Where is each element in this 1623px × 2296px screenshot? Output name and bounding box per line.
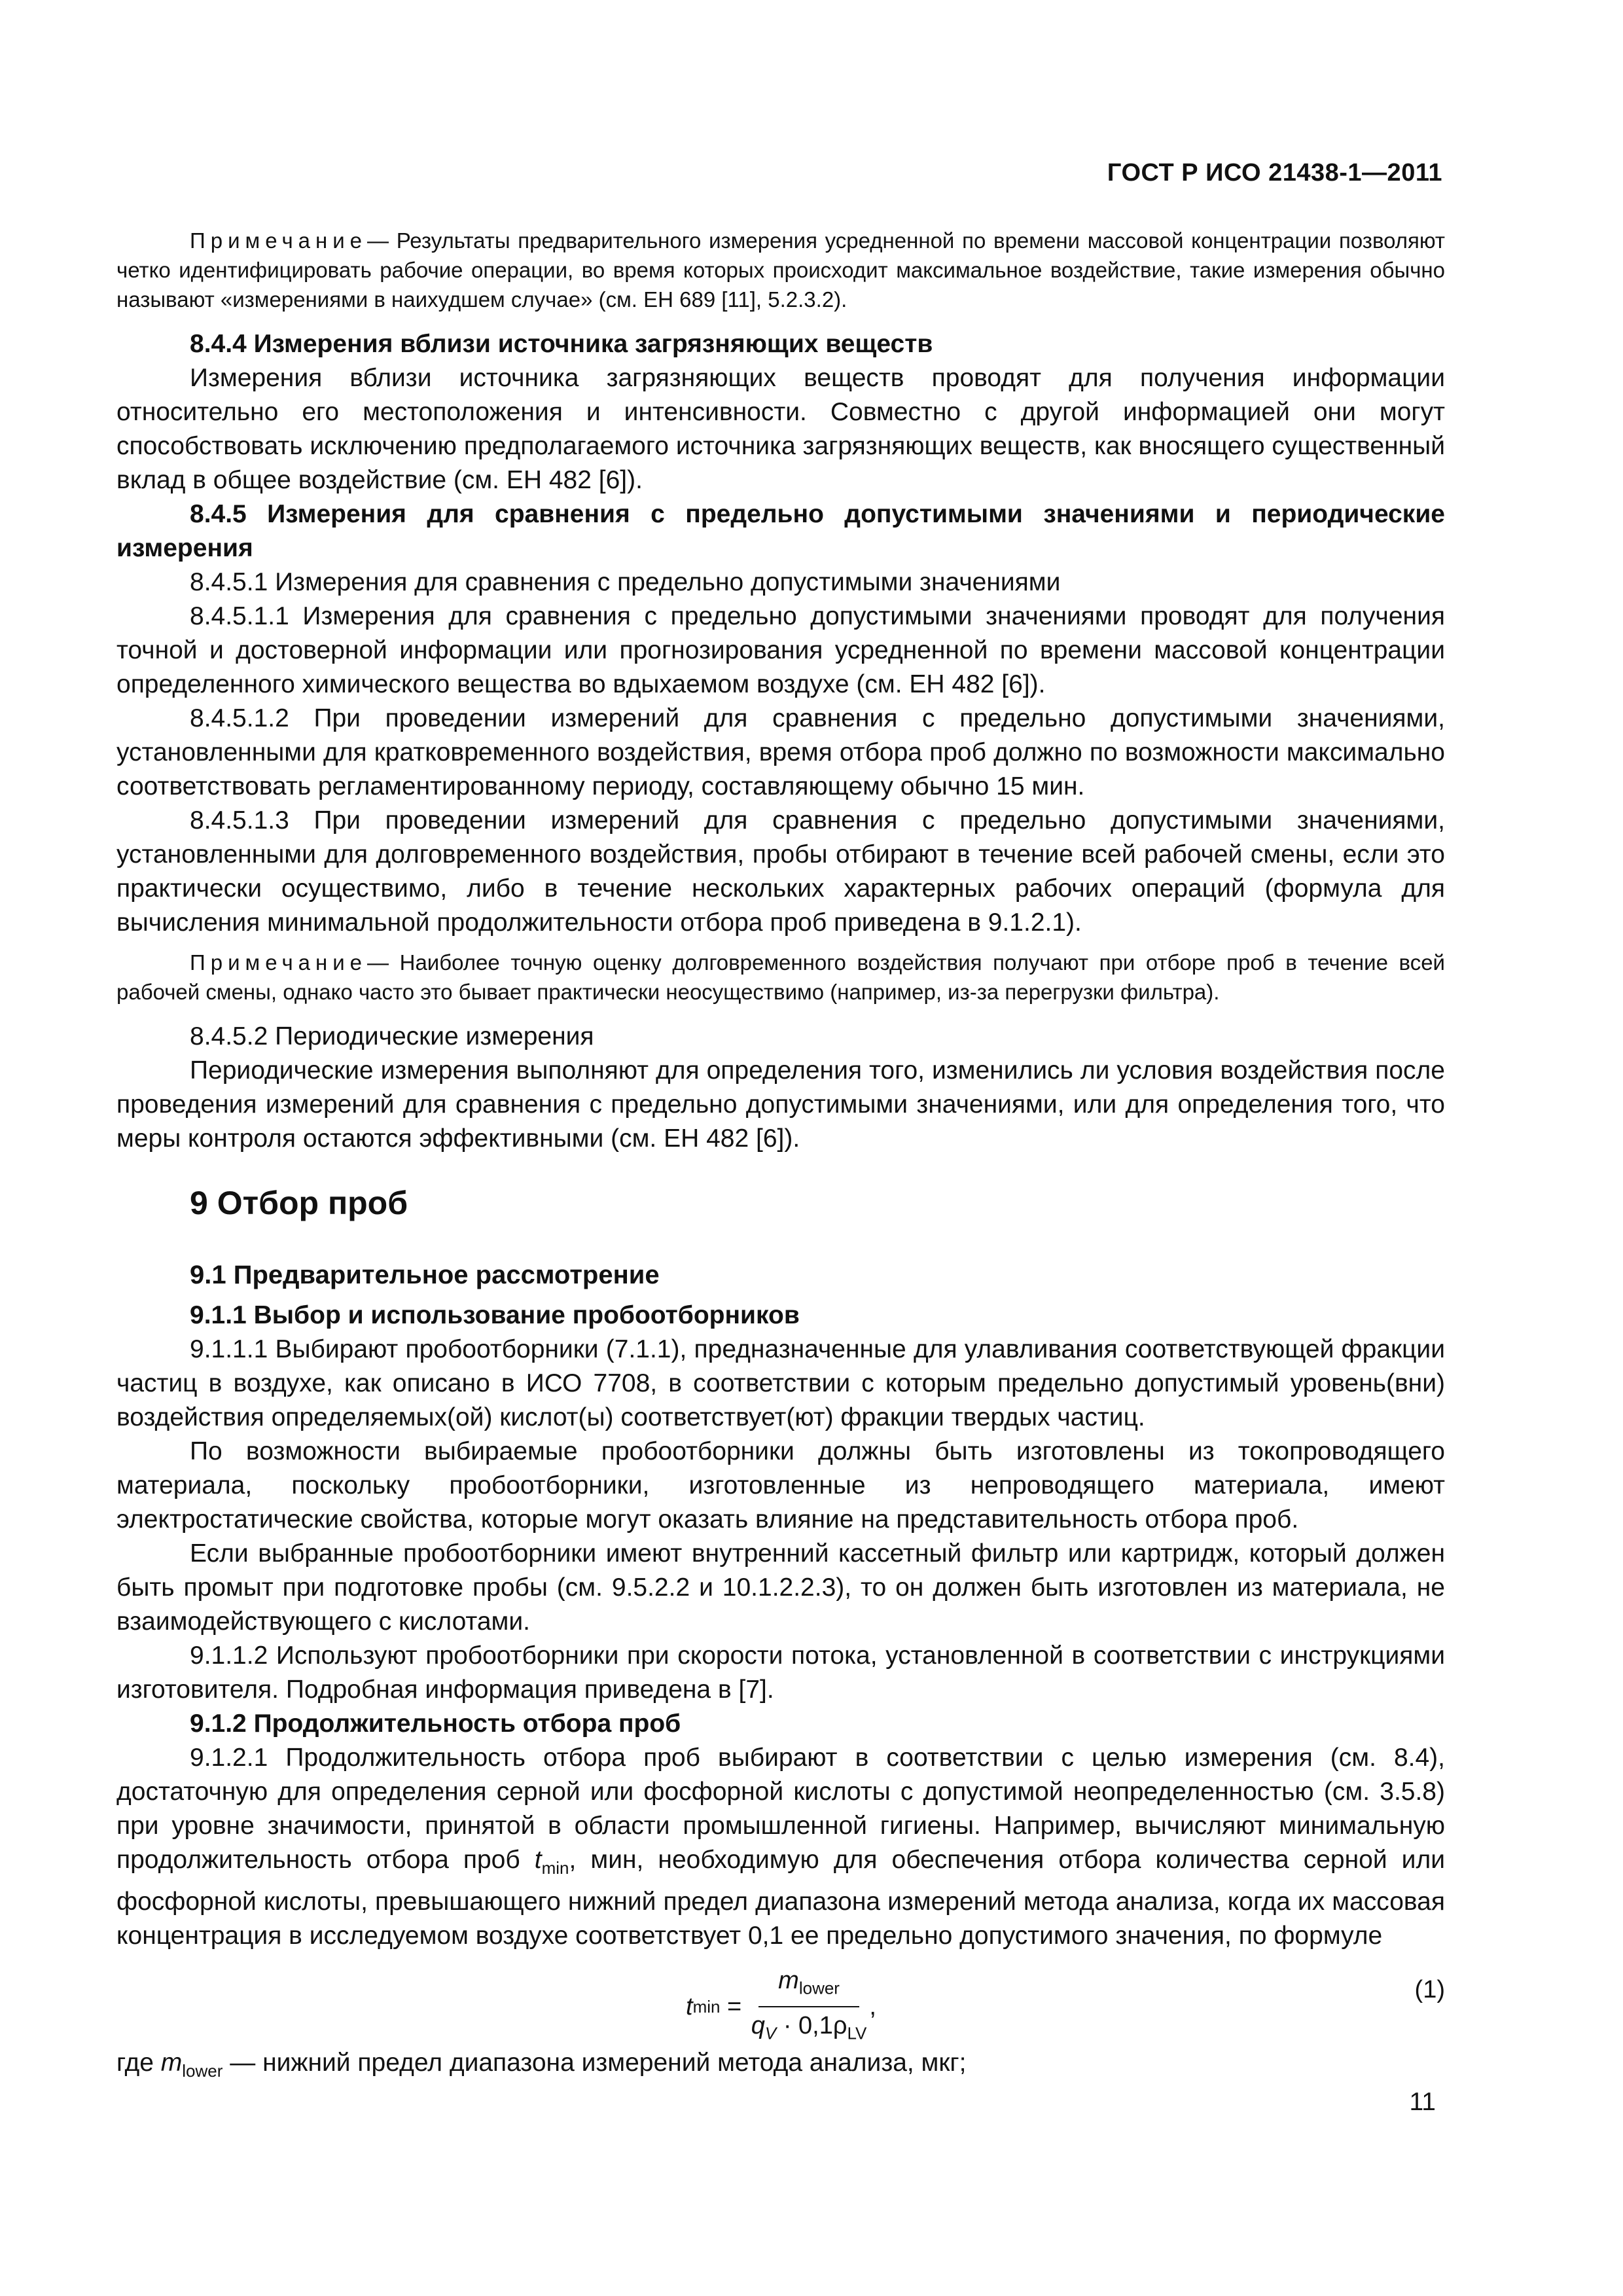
where-line: где $m_{lower}$ — нижний предел диапазона измерений метода анализа, мкг; — [116, 2048, 967, 2081]
paragraph-sampler-cassette: Если выбранные пробоотборники имеют внутренний кассетный фильтр или картридж, который должен быть промыт при подготовке пробы (см. 9.5.2.2 и 10.1.2.2.3), то он должен быть изготовлен из материала, не взаимодействующего с кислотами. — [116, 1539, 1445, 1636]
note-text: — Результаты предварительного измерения усредненной по времени массовой концентрации позволяют четко идентифицировать рабочие операции, во время которых происходит максимальное воздействие, такие измерения обычно называют «измерениями в наихудшем случае» (см. ЕН 689 [11], 5.2.3.2). — [116, 228, 1445, 312]
section-9-1-1-heading: 9.1.1 Выбор и использование пробоотборников — [190, 1301, 800, 1329]
note-label: Примечание — [190, 228, 368, 253]
formula-expression: t min = $\frac{m_{lower}}{q_V \cdot 0,1\rho_{LV}}$ , — [686, 1964, 876, 2051]
note-paragraph — [116, 226, 1445, 314]
formula-1 — [116, 1958, 1445, 2043]
page-number: 11 — [1409, 2088, 1436, 2116]
section-8-4-5-1-title: 8.4.5.1 Измерения для сравнения с предельно допустимыми значениями — [190, 568, 1061, 596]
formula-fraction — [751, 1964, 867, 2051]
paragraph-8-4-5-1-1: 8.4.5.1.1 Измерения для сравнения с предельно допустимыми значениями проводят для получения точной и достоверной информации или прогнозирования усредненной по времени массовой концентрации определенного химического вещества во вдыхаемом воздухе (см. ЕН 482 [6]). — [116, 602, 1445, 698]
section-9-1-2-heading: 9.1.2 Продолжительность отбора проб — [190, 1710, 681, 1738]
formula-numerator: $m_{lower}$ — [758, 1964, 859, 2008]
t-min-variable: t — [534, 1846, 542, 1874]
paragraph-8-4-5-1-3: 8.4.5.1.3 При проведении измерений для сравнения с предельно допустимыми значениями, установленными для долговременного воздействия, пробы отбирают в течение всей рабочей смены, если это практически осуществимо, либо в течение нескольких характерных рабочих операций (формула для вычисления минимальной продолжительности отбора проб приведена в 9.1.2.1). — [116, 806, 1445, 937]
paragraph-9-1-1-2: 9.1.1.2 Используют пробоотборники при скорости потока, установленной в соответствии с инструкциями изготовителя. Подробная информация приведена в [7]. — [116, 1641, 1445, 1704]
page-body — [116, 226, 1445, 2088]
paragraph-8-4-5-2: Периодические измерения выполняют для определения того, изменились ли условия воздействия после проведения измерений для сравнения с предельно допустимыми значениями, или для определения того, что меры контроля остаются эффективными (см. ЕН 482 [6]). — [116, 1056, 1445, 1153]
section-8-4-4-heading: 8.4.4 Измерения вблизи источника загрязняющих веществ — [190, 330, 933, 358]
note-paragraph-2 — [116, 948, 1445, 1007]
paragraph-9-1-1-1: 9.1.1.1 Выбирают пробоотборники (7.1.1), предназначенные для улавливания соответствующей фракции частиц в воздухе, как описано в ИСО 7708, в соответствии с которым предельно допустимый уровень(вни) воздействия определяемых(ой) кислот(ы) соответствует(ют) фракции твердых частиц. — [116, 1335, 1445, 1431]
document-code: ГОСТ Р ИСО 21438-1—2011 — [1107, 159, 1442, 187]
section-8-4-4-paragraph: Измерения вблизи источника загрязняющих веществ проводят для получения информации относительно его местоположения и интенсивности. Совместно с другой информацией они могут способствовать исключению предполагаемого источника загрязняющих веществ, как вносящего существенный вклад в общее воздействие (см. ЕН 482 [6]). — [116, 364, 1445, 494]
paragraph-sampler-material: По возможности выбираемые пробоотборники должны быть изготовлены из токопроводящего материала, поскольку пробоотборники, изготовленные из непроводящего материала, имеют электростатические свойства, которые могут оказать влияние на представительность отбора проб. — [116, 1437, 1445, 1534]
note-text-2: — Наиболее точную оценку долговременного воздействия получают при отборе проб в течение всей рабочей смены, однако часто это бывает практически неосуществимо (например, из-за перегрузки фильтра). — [116, 950, 1445, 1004]
formula-denominator: $q_V \cdot 0,1\rho_{LV}$ — [751, 2012, 867, 2043]
section-8-4-5-2-title: 8.4.5.2 Периодические измерения — [190, 1022, 594, 1050]
section-9-1-heading: 9.1 Предварительное рассмотрение — [190, 1261, 660, 1289]
section-9-heading: 9 Отбор проб — [190, 1185, 408, 1221]
formula-number: (1) — [1414, 1975, 1445, 2003]
section-8-4-5-heading: 8.4.5 Измерения для сравнения с предельно допустимыми значениями и периодические измерения — [116, 500, 1445, 562]
note-label-2: Примечание — [190, 950, 368, 975]
paragraph-9-1-2-1: 9.1.2.1 Продолжительность отбора проб выбирают в соответствии с целью измерения (см. 8.4), достаточную для определения серной или фосфорной кислоты с допустимой неопределенностью (см. 3.5.8) при уровне значимости, принятой в области промышленной гигиены. Например, вычисляют минимальную продолжительность отбора проб $t_{min}$, мин, необходимую для обеспечения отбора количества серной или фосфорной кислоты, превышающего нижний предел диапазона измерений метода анализа, когда их массовая концентрация в исследуемом воздухе соответствует 0,1 ее предельно допустимого значения, по формуле — [116, 1744, 1445, 1950]
paragraph-8-4-5-1-2: 8.4.5.1.2 При проведении измерений для сравнения с предельно допустимыми значениями, установленными для кратковременного воздействия, время отбора проб должно по возможности максимально соответствовать регламентированному периоду, составляющему обычно 15 мин. — [116, 704, 1445, 800]
